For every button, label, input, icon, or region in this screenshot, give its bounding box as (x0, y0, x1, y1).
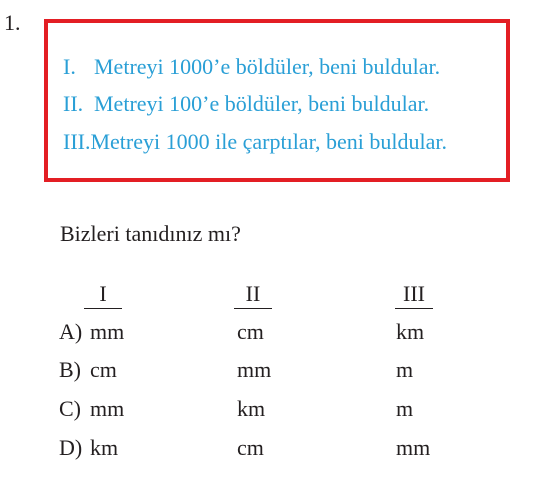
clue-1 (63, 54, 440, 80)
option-d-label: D) (59, 435, 83, 460)
column-header-iii (391, 281, 437, 307)
column-header-underline (395, 308, 433, 309)
clue-3-text: Metreyi 1000 ile çarptılar, beni buldular. (90, 129, 447, 154)
option-a-value-i: mm (90, 319, 125, 344)
option-b[interactable] (0, 357, 536, 387)
option-b-value-ii: mm (237, 357, 272, 382)
option-a[interactable] (0, 319, 536, 349)
option-c-label: C) (59, 396, 81, 421)
clue-1-text: Metreyi 1000’e böldüler, beni buldular. (94, 54, 441, 79)
clue-1-numeral: I. (63, 54, 76, 79)
option-d[interactable] (0, 435, 536, 465)
option-a-value-ii: cm (237, 319, 264, 344)
option-a-value-iii: km (396, 319, 425, 344)
option-c-value-ii: km (237, 396, 266, 421)
clue-2-text: Metreyi 100’e böldüler, beni buldular. (94, 91, 430, 116)
option-d-value-ii: cm (237, 435, 264, 460)
column-header-ii-label: II (245, 281, 261, 306)
question-number: 1. (4, 10, 21, 35)
clue-box (44, 19, 510, 182)
option-b-value-i: cm (90, 357, 117, 382)
clue-2 (63, 91, 429, 117)
option-b-value-iii: m (396, 357, 414, 382)
option-d-value-i: km (90, 435, 119, 460)
option-b-label: B) (59, 357, 81, 382)
column-header-iii-label: III (403, 281, 425, 306)
column-header-i-label: I (99, 281, 107, 306)
question-text: Bizleri tanıdınız mı? (60, 221, 241, 246)
option-c-value-iii: m (396, 396, 414, 421)
clue-3-numeral: III. (63, 129, 91, 154)
clue-2-numeral: II. (63, 91, 84, 116)
option-d-value-iii: mm (396, 435, 431, 460)
clue-3 (63, 129, 447, 155)
column-header-i (80, 281, 126, 307)
option-a-label: A) (59, 319, 83, 344)
option-c-value-i: mm (90, 396, 125, 421)
option-c[interactable] (0, 396, 536, 426)
column-header-underline (234, 308, 272, 309)
column-header-underline (84, 308, 122, 309)
column-header-ii (230, 281, 276, 307)
